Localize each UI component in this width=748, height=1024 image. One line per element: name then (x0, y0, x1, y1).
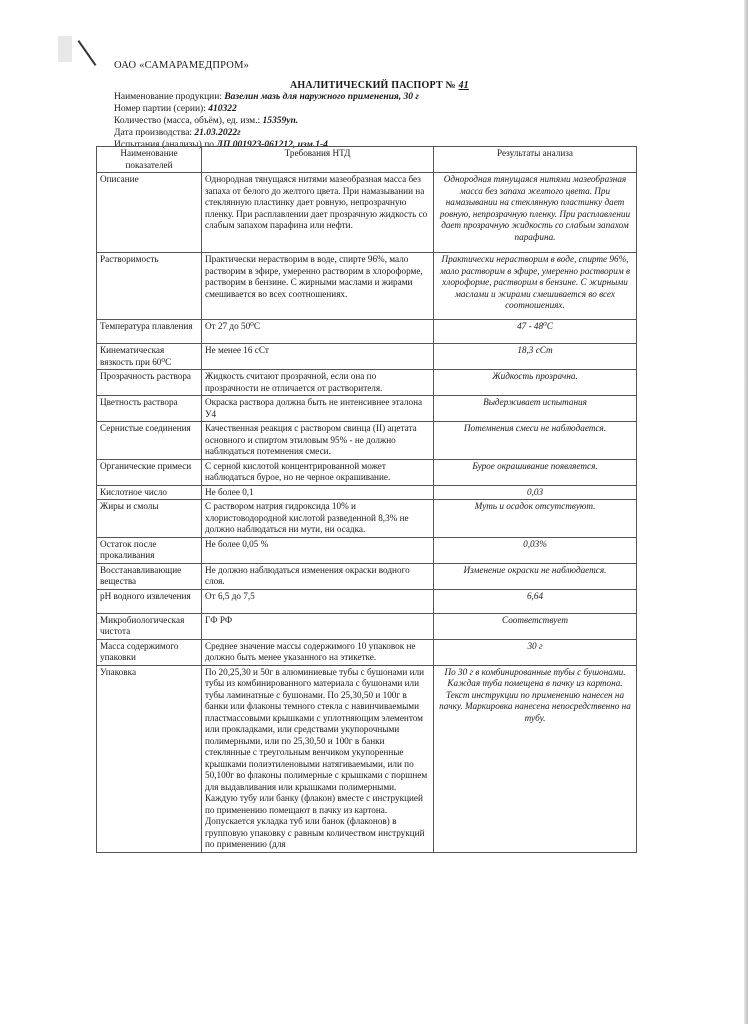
passport-number: 41 (458, 80, 469, 91)
result-text: 6,64 (434, 589, 637, 613)
result-text: 47 - 48⁰С (434, 320, 637, 344)
header-results: Результаты анализа (434, 147, 637, 173)
indicator-name: Органические примеси (97, 459, 202, 485)
requirement-text: Не должно наблюдаться изменения окраски водного слоя. (202, 563, 434, 589)
info-label: Наименование продукции: (114, 92, 222, 102)
result-text: Соответствует (434, 613, 637, 639)
indicator-name: Масса содержимого упаковки (97, 639, 202, 665)
table-row (97, 563, 637, 589)
result-text: По 30 г в комбинированные тубы с бушонами. Каждая туба помещена в пачку из картона. Текст инструкции по применению нанесен на пачку. Маркировка нанесена непосредственно на тубу. (434, 665, 637, 852)
requirement-text: Однородная тянущаяся нитями мазеобразная масса без запаха от белого до желтого цвета. При намазывании на стеклянную пластинку дает ровную, непрозрачную пленку. При расплавлении дает прозрачную жидкость со слабым запахом парафина или нефти. (202, 173, 434, 253)
header-indicator: Наименование показателей (97, 147, 202, 173)
requirement-text: Практически нерастворим в воде, спирте 96%, мало растворим в эфире, умеренно растворим в хлороформе, растворим в бензине. С жирными маслами и жирами смешивается во всех соотношениях. (202, 253, 434, 320)
info-line-batch (114, 103, 237, 115)
requirement-text: Не более 0,1 (202, 485, 434, 500)
indicator-name: Микробиологическая чистота (97, 613, 202, 639)
info-label: Номер партии (серии): (114, 104, 206, 114)
info-line-quantity (114, 115, 298, 127)
result-text: Изменение окраски не наблюдается. (434, 563, 637, 589)
indicator-name: Растворимость (97, 253, 202, 320)
table-row (97, 537, 637, 563)
info-value: 15359уп. (262, 116, 299, 126)
info-label: Испытания (анализы) по (114, 140, 215, 150)
table-row (97, 500, 637, 538)
scan-slash-mark (78, 40, 97, 66)
scan-mark (58, 36, 72, 62)
indicator-name: Жиры и смолы (97, 500, 202, 538)
table-row (97, 370, 637, 396)
scan-edge (744, 0, 748, 1024)
table-row (97, 665, 637, 852)
indicator-name: Прозрачность раствора (97, 370, 202, 396)
indicator-name: Температура плавления (97, 320, 202, 344)
table-row (97, 422, 637, 460)
requirement-text: Среднее значение массы содержимого 10 упаковок не должно быть менее указанного на этикетке. (202, 639, 434, 665)
requirement-text: Качественная реакция с раствором свинца (II) ацетата основного и спиртом этиловым 95% - не должно наблюдаться потемнения смеси. (202, 422, 434, 460)
result-text: Практически нерастворим в воде, спирте 96%, мало растворим в эфире, умеренно растворим в хлороформе, растворим в бензине. С жирными маслами и жирами смешивается во всех соотношениях. (434, 253, 637, 320)
table-row (97, 253, 637, 320)
info-label: Дата производства: (114, 128, 193, 138)
header-requirements: Требования НТД (202, 147, 434, 173)
document-title (290, 80, 469, 91)
indicator-name: Кислотное число (97, 485, 202, 500)
table-row (97, 485, 637, 500)
info-value: 410322 (208, 104, 237, 114)
requirement-text: От 6,5 до 7,5 (202, 589, 434, 613)
table-row (97, 639, 637, 665)
result-text: 0,03 (434, 485, 637, 500)
indicator-name: Восстанавливающие вещества (97, 563, 202, 589)
table-row (97, 344, 637, 370)
requirement-text: Не менее 16 сСт (202, 344, 434, 370)
analysis-table (96, 146, 637, 853)
info-label: Количество (масса, объём), ед. изм.: (114, 116, 261, 126)
requirement-text: С серной кислотой концентрированной может наблюдаться бурое, но не черное окрашивание. (202, 459, 434, 485)
requirement-text: С раствором натрия гидроксида 10% и хлористоводородной кислотой разведенной 8,3% не должно наблюдаться ни мути, ни осадка. (202, 500, 434, 538)
result-text: 18,3 сСт (434, 344, 637, 370)
info-value: ЛП 001923-061212, изм.1-4 (216, 140, 328, 150)
indicator-name: Цветность раствора (97, 396, 202, 422)
indicator-name: Сернистые соединения (97, 422, 202, 460)
result-text: 30 г (434, 639, 637, 665)
requirement-text: Окраска раствора должна быть не интенсивнее эталона У4 (202, 396, 434, 422)
result-text: 0,03% (434, 537, 637, 563)
indicator-name: Описание (97, 173, 202, 253)
info-value: 21.03.2022г (194, 128, 241, 138)
indicator-name: Остаток после прокаливания (97, 537, 202, 563)
indicator-name: Упаковка (97, 665, 202, 852)
table-row (97, 320, 637, 344)
info-value: Вазелин мазь для наружного применения, 30 г (224, 92, 419, 102)
table-row (97, 396, 637, 422)
requirement-text: По 20,25,30 и 50г в алюминиевые тубы с бушонами или тубы из комбинированного материала с бушонами или тубы ламинатные с бушонами. По 25,30,50 и 100г в банки или флаконы темного стекла с навинчиваемыми пластмассовыми крышками с уплотняющим элементом или прокладками, или средствами укупорочными полимерными, или по 25,30,50 и 100г в банки стеклянные с треугольным венчиком укупоренные крышками полиэтиленовыми натягиваемыми, или по 50,100г во флаконы полимерные с крышками с поршнем для выдавливания или крышками полимерными. Каждую тубу или банку (флакон) вместе с инструкцией по применению помещают в пачку из картона. Допускается укладка туб или банок (флаконов) в групповую упаковку с равным количеством инструкций по применению (для (202, 665, 434, 852)
table-row (97, 459, 637, 485)
result-text: Бурое окрашивание появляется. (434, 459, 637, 485)
requirement-text: Жидкость считают прозрачной, если она по прозрачности не отличается от растворителя. (202, 370, 434, 396)
info-line-product (114, 91, 419, 103)
table-row (97, 589, 637, 613)
company-name: ОАО «САМАРАМЕДПРОМ» (114, 60, 250, 71)
result-text: Потемнения смеси не наблюдается. (434, 422, 637, 460)
table-row (97, 173, 637, 253)
result-text: Однородная тянущаяся нитями мазеобразная масса без запаха желтого цвета. При намазывании на стеклянную пластинку дает ровную, непрозрачную пленку. При расплавлении дает прозрачную жидкость со слабым запахом парафина. (434, 173, 637, 253)
table-row (97, 613, 637, 639)
requirement-text: Не более 0,05 % (202, 537, 434, 563)
indicator-name: Кинематическая вязкость при 60⁰С (97, 344, 202, 370)
result-text: Выдерживает испытания (434, 396, 637, 422)
info-line-date (114, 127, 241, 139)
title-prefix: АНАЛИТИЧЕСКИЙ ПАСПОРТ № (290, 80, 456, 91)
requirement-text: От 27 до 50⁰С (202, 320, 434, 344)
indicator-name: pH водного извлечения (97, 589, 202, 613)
result-text: Жидкость прозрачна. (434, 370, 637, 396)
requirement-text: ГФ РФ (202, 613, 434, 639)
table-header-row (97, 147, 637, 173)
result-text: Муть и осадок отсутствуют. (434, 500, 637, 538)
